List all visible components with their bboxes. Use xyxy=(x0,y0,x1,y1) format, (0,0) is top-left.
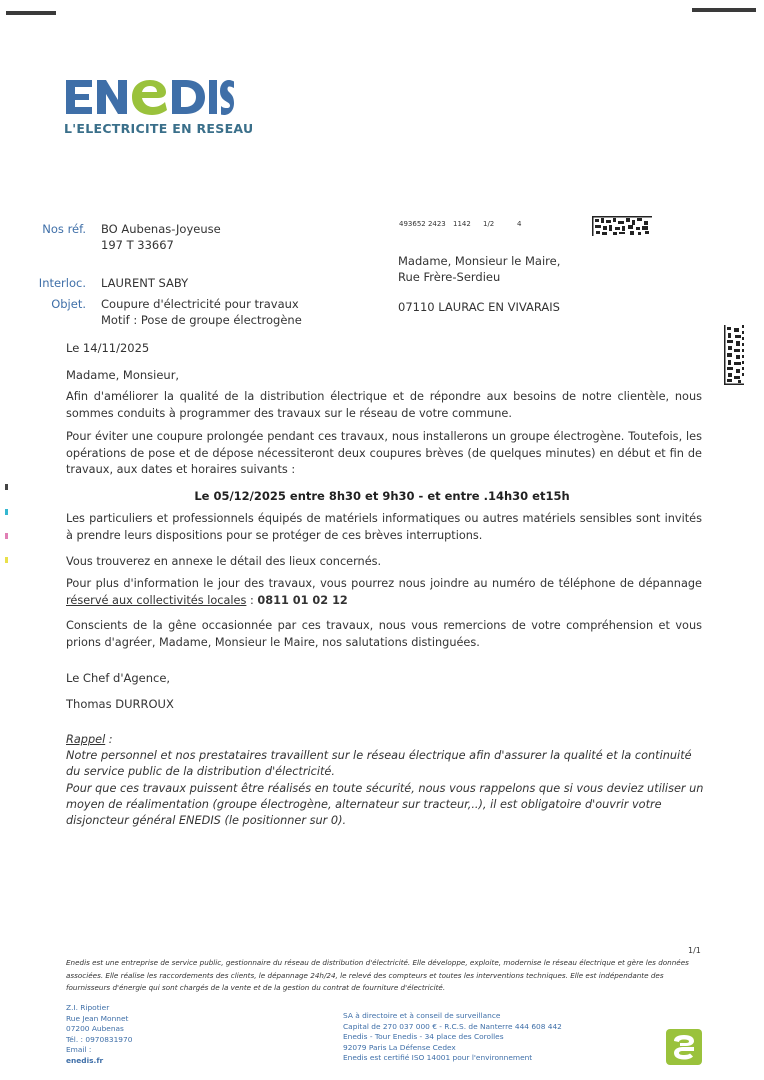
signoff-name: Thomas DURROUX xyxy=(66,697,174,711)
footer-address-line4: Tél. : 0970831970 xyxy=(66,1034,133,1044)
paragraph-closing: Conscients de la gêne occasionnée par ces travaux, nous vous remercions de votre compréhension et vous prions d'agréer, Madame, Monsieur le Maire, nos salutations distinguées. xyxy=(66,619,702,649)
rappel-title: Rappel xyxy=(66,733,106,746)
footer-legal-line1: SA à directoire et à conseil de surveillance xyxy=(343,1011,501,1020)
mail-code-4: 4 xyxy=(517,220,522,228)
mail-code-3: 1/2 xyxy=(483,220,495,228)
nos-ref-value-line1: BO Aubenas-Joyeuse xyxy=(101,222,221,236)
outage-dates: Le 05/12/2025 entre 8h30 et 9h30 - et entre .14h30 et15h xyxy=(194,489,570,503)
footer-legal-line5: Enedis est certifié ISO 14001 pour l'environnement xyxy=(343,1053,533,1062)
paragraph-contact xyxy=(66,576,702,609)
objet-value-line1: Coupure d'électricité pour travaux xyxy=(101,297,299,311)
nos-ref-label: Nos réf. xyxy=(42,222,86,236)
enedis-logo xyxy=(64,78,234,120)
rappel-line2: Pour que ces travaux puissent être réalisés en toute sécurité, nous vous rappelons que si vous deviez utiliser un moyen de réalimentation (groupe électrogène, alternateur sur tracteur,..), il est obligatoire d'ouvrir votre disjoncteur général ENEDIS (le positionner sur 0). xyxy=(66,781,704,828)
page-number: 1/1 xyxy=(688,946,701,955)
footer-website-link[interactable]: enedis.fr xyxy=(66,1055,104,1065)
paragraph-intro: Afin d'améliorer la qualité de la distribution électrique et de répondre aux besoins de notre clientèle, nous sommes conduits à programmer des travaux sur le réseau de votre commune. xyxy=(66,390,702,420)
rappel-line1: Notre personnel et nos prestataires travaillent sur le réseau électrique afin d'assurer la qualité et la continuité du service public de la distribution d'électricité. xyxy=(66,749,692,779)
paragraph-sensitive-equipment: Les particuliers et professionnels équipés de matériels informatiques ou autres matériels sensibles sont invités à prendre leurs dispositions pour se protéger de ces brèves interruptions. xyxy=(66,512,702,542)
footer-address-line2: Rue Jean Monnet xyxy=(66,1013,129,1023)
rappel-colon: : xyxy=(105,733,113,746)
footer-legal-line4: 92079 Paris La Défense Cedex xyxy=(343,1042,456,1052)
footer-address xyxy=(66,1003,132,1066)
datamatrix-code-top xyxy=(592,216,652,240)
footer-legal-line2: Capital de 270 037 000 € - R.C.S. de Nanterre 444 608 442 xyxy=(343,1021,562,1031)
phone-number: 0811 01 02 12 xyxy=(257,593,348,607)
mail-code-2: 1142 xyxy=(453,220,471,228)
brand-tagline: L'ELECTRICITE EN RESEAU xyxy=(64,121,254,136)
scan-mark-left xyxy=(6,11,56,15)
objet-value-line2: Motif : Pose de groupe électrogène xyxy=(101,313,302,327)
interloc-value: LAURENT SABY xyxy=(101,276,189,290)
recipient-line3: 07110 LAURAC EN VIVARAIS xyxy=(398,300,560,314)
contact-separator: : xyxy=(246,593,258,607)
footer-e-logo-icon xyxy=(666,1029,702,1069)
paragraph-annex: Vous trouverez en annexe le détail des lieux concernés. xyxy=(66,555,382,568)
objet-label: Objet. xyxy=(51,297,86,311)
mail-code-1: 493652 2423 xyxy=(399,220,446,228)
interloc-label: Interloc. xyxy=(38,276,86,290)
footer-address-line5: Email : xyxy=(66,1045,92,1054)
signoff-title: Le Chef d'Agence, xyxy=(66,671,171,685)
recipient-line2: Rue Frère-Serdieu xyxy=(398,270,501,284)
scan-mark-right xyxy=(692,8,756,12)
letter-salutation: Madame, Monsieur, xyxy=(66,368,180,382)
datamatrix-code-side xyxy=(724,325,744,389)
rappel-heading xyxy=(66,732,706,748)
letter-date: Le 14/11/2025 xyxy=(66,341,150,355)
footer-address-line3: 07200 Aubenas xyxy=(66,1024,124,1033)
edge-mark-yellow xyxy=(5,557,8,563)
footer-legal xyxy=(343,1011,562,1064)
reserved-collectivities-link: réservé aux collectivités locales xyxy=(66,593,247,607)
rappel-block xyxy=(66,732,706,829)
edge-mark-magenta xyxy=(5,533,8,539)
recipient-line1: Madame, Monsieur le Maire, xyxy=(398,254,561,268)
footer-legal-line3: Enedis - Tour Enedis - 34 place des Corolles xyxy=(343,1032,504,1041)
nos-ref-value-line2: 197 T 33667 xyxy=(101,238,174,252)
footer-address-line1: Z.I. Ripotier xyxy=(66,1003,110,1012)
footer-about: Enedis est une entreprise de service public, gestionnaire du réseau de distribution d'électricité. Elle développe, exploite, modernise le réseau électrique et gère les données associées. Elle réalise les raccordements des clients, le dépannage 24h/24, le relevé des compteurs et toutes les interventions techniques. Elle est indépendante des fournisseurs d'énergie qui sont chargés de la vente et de la gestion du contrat de fourniture d'électricité. xyxy=(66,958,689,992)
paragraph-generator: Pour éviter une coupure prolongée pendant ces travaux, nous installerons un groupe électrogène. Toutefois, les opérations de pose et de dépose nécessiteront deux coupures brèves (de quelques minutes) en début et fin de travaux, aux dates et horaires suivants : xyxy=(66,430,702,476)
edge-mark-cyan xyxy=(5,509,8,515)
contact-text: Pour plus d'information le jour des travaux, vous pourrez nous joindre au numéro de téléphone de dépannage xyxy=(66,577,702,590)
